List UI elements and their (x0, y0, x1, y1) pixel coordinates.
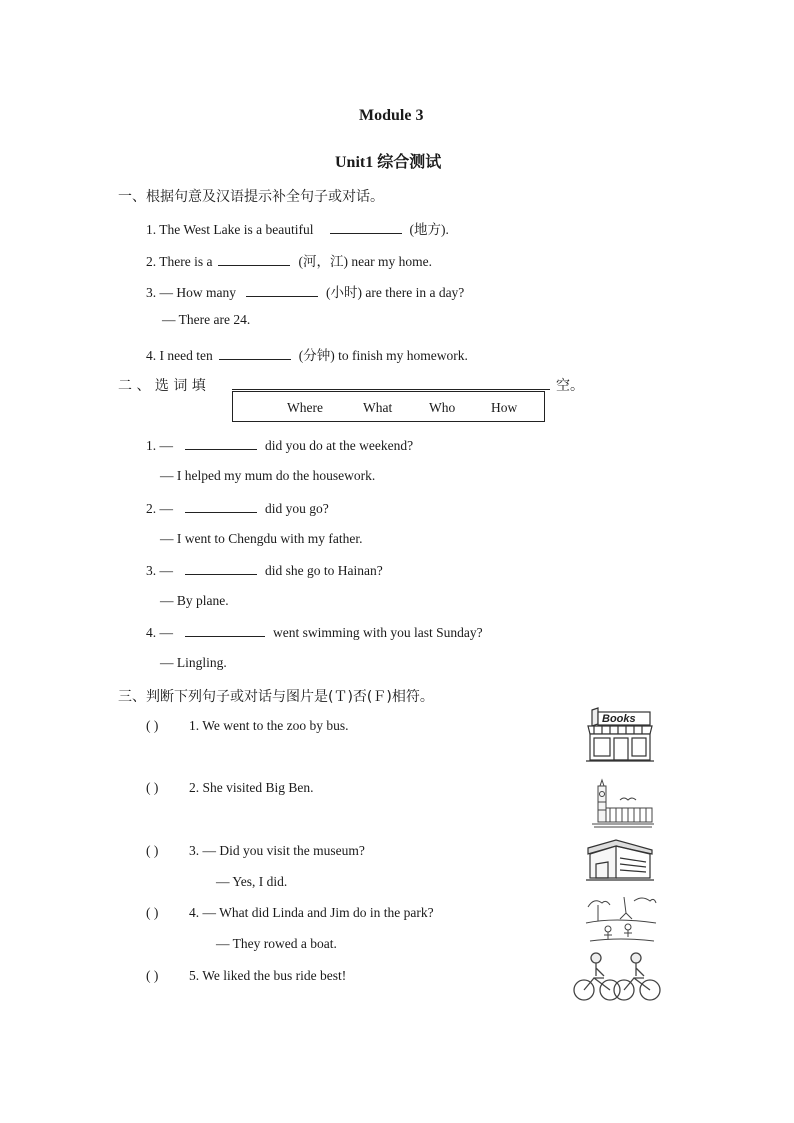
section2-heading-line (232, 389, 550, 390)
s2-item2-blank[interactable] (185, 500, 257, 513)
s2-item3-answer: — By plane. (160, 593, 229, 608)
section2-heading-right: 空。 (556, 378, 584, 394)
s2-item3-blank[interactable] (185, 562, 257, 575)
s1-item3-after: (小时) are there in a day? (326, 285, 465, 300)
s2-item4-blank[interactable] (185, 624, 265, 637)
museum-picture (586, 838, 654, 882)
bookstore-picture (584, 706, 656, 764)
s3-item1-paren[interactable]: ( ) (146, 718, 159, 733)
s1-item2 (146, 250, 432, 270)
s2-item2-after: did you go? (265, 501, 329, 516)
s2-item4-answer: — Lingling. (160, 655, 227, 670)
big-ben-picture (590, 778, 656, 830)
s1-item2-after: (河，江) near my home. (298, 254, 432, 269)
section3-heading: 三、判断下列句子或对话与图片是(Ｔ)否(Ｆ)相符。 (118, 689, 434, 705)
s3-item4-paren[interactable]: ( ) (146, 905, 159, 920)
section1-heading: 一、根据句意及汉语提示补全句子或对话。 (118, 189, 384, 205)
word-bank-word: Who (429, 400, 456, 415)
s3-item3-text: 3. — Did you visit the museum? (189, 843, 365, 858)
s1-item4-before: 4. I need ten (146, 348, 213, 363)
word-bank-box (232, 391, 545, 422)
s2-item1-before: 1. — (146, 438, 173, 453)
word-bank-word: Where (287, 400, 323, 415)
s1-item2-before: 2. There is a (146, 254, 213, 269)
s2-item2 (146, 500, 329, 517)
s3-item3-paren[interactable]: ( ) (146, 843, 159, 858)
s2-item1-blank[interactable] (185, 437, 257, 450)
s2-item4-after: went swimming with you last Sunday? (273, 625, 483, 640)
s1-item1 (146, 218, 449, 238)
s2-item3-after: did she go to Hainan? (265, 563, 383, 578)
s2-item4 (146, 624, 483, 641)
s2-item3-before: 3. — (146, 563, 173, 578)
s3-item1-text: 1. We went to the zoo by bus. (189, 718, 349, 733)
s2-item1-answer: — I helped my mum do the housework. (160, 468, 376, 483)
s2-item2-answer: — I went to Chengdu with my father. (160, 531, 363, 546)
module-title: Module 3 (359, 107, 424, 124)
s2-item2-before: 2. — (146, 501, 173, 516)
s1-item1-before: 1. The West Lake is a beautiful (146, 222, 314, 237)
unit-title: Unit1 综合测试 (335, 154, 442, 171)
s3-item5-text: 5. We liked the bus ride best! (189, 968, 347, 983)
s2-item3 (146, 562, 383, 579)
section2-heading-left: 二 、 选 词 填 (118, 378, 206, 394)
s3-item2-paren[interactable]: ( ) (146, 780, 159, 795)
s3-item4-text: 4. — What did Linda and Jim do in the park? (189, 905, 434, 920)
s2-item1-after: did you do at the weekend? (265, 438, 414, 453)
s1-item3-answer: — There are 24. (162, 312, 251, 327)
park-picture (584, 893, 658, 945)
s1-item4 (146, 344, 468, 364)
s2-item4-before: 4. — (146, 625, 173, 640)
s1-item1-after: (地方). (409, 222, 449, 237)
s1-item4-blank[interactable] (219, 347, 291, 360)
s1-item3 (146, 281, 464, 301)
s3-item3-answer: — Yes, I did. (216, 874, 288, 889)
bookstore-sign: Books (602, 713, 636, 725)
word-bank-word: How (491, 400, 518, 415)
s3-item4-answer: — They rowed a boat. (216, 936, 337, 951)
s1-item2-blank[interactable] (218, 253, 290, 266)
s3-item2-text: 2. She visited Big Ben. (189, 780, 314, 795)
s1-item1-blank[interactable] (330, 221, 402, 234)
word-bank-word: What (363, 400, 393, 415)
s1-item3-blank[interactable] (246, 284, 318, 297)
s2-item1 (146, 437, 413, 454)
s3-item5-paren[interactable]: ( ) (146, 968, 159, 983)
bike-ride-picture (570, 950, 664, 1004)
s1-item4-after: (分钟) to finish my homework. (298, 348, 468, 363)
s1-item3-before: 3. — How many (146, 285, 236, 300)
